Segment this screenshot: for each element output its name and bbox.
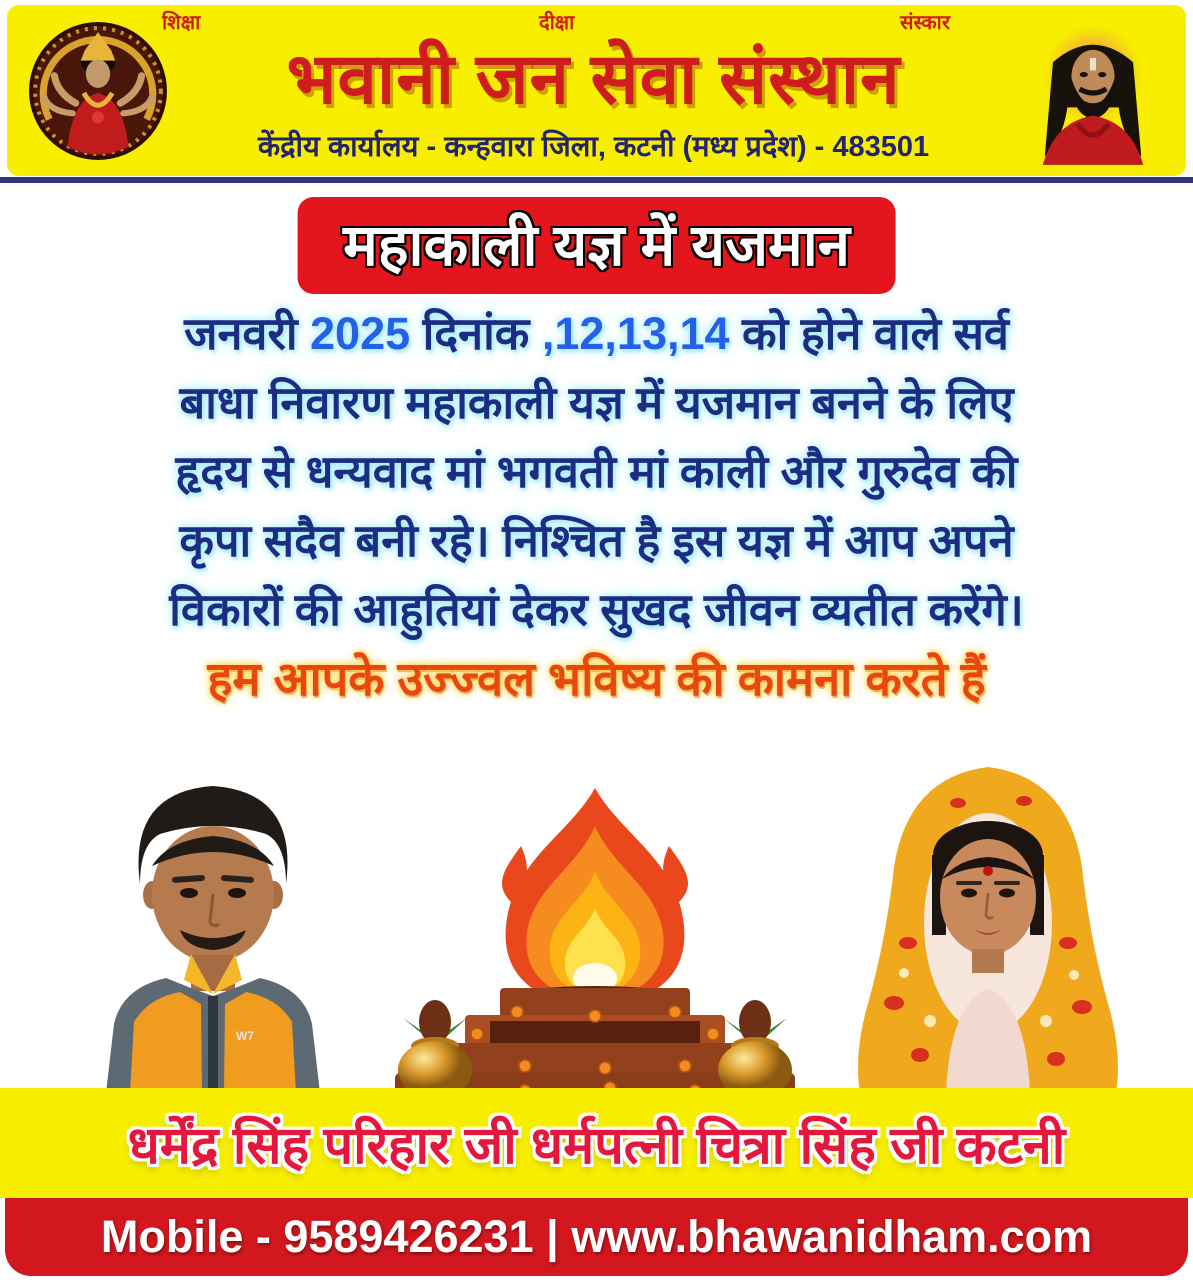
separator: | bbox=[533, 1211, 572, 1262]
line1-post: को होने वाले सर्व bbox=[729, 308, 1009, 359]
header-label-sanskar: संस्कार bbox=[900, 12, 951, 34]
header-label-diksha: दीक्षा bbox=[539, 12, 575, 34]
message-line-4: कृपा सदैव बनी रहे। निश्चित है इस यज्ञ में आप अपने bbox=[179, 515, 1014, 566]
mobile-label: Mobile - bbox=[100, 1211, 284, 1262]
goddess-durga-photo bbox=[27, 20, 169, 162]
line1-dates: ,12,13,14 bbox=[541, 308, 730, 359]
jacket-logo: W7 bbox=[236, 1029, 254, 1043]
header-banner bbox=[7, 5, 1186, 176]
message-line-6: हम आपके उज्ज्वल भविष्य की कामना करते हैं bbox=[207, 652, 986, 705]
website-url: www.bhawanidham.com bbox=[571, 1211, 1093, 1262]
names-band bbox=[0, 1088, 1193, 1198]
message-line-3: हृदय से धन्यवाद मां भगवती मां काली और गुरुदेव की bbox=[175, 446, 1018, 497]
header-divider bbox=[0, 177, 1193, 183]
event-title-badge bbox=[297, 197, 896, 294]
message-line-2: बाधा निवारण महाकाली यज्ञ में यजमान बनने के लिए bbox=[179, 377, 1014, 428]
org-address: केंद्रीय कार्यालय - कन्हवारा जिला, कटनी (मध्य प्रदेश) - 483501 bbox=[257, 131, 930, 163]
event-title: महाकाली यज्ञ में यजमान bbox=[343, 213, 850, 278]
org-title: भवानी जन सेवा संस्थान bbox=[286, 40, 901, 119]
guru-photo bbox=[1016, 21, 1170, 165]
havan-kund-fire-icon bbox=[375, 788, 815, 1100]
line1-pre: जनवरी bbox=[184, 308, 311, 359]
message-line-5: विकारों की आहुतियां देकर सुखद जीवन व्यतीत करेंगे। bbox=[169, 584, 1024, 635]
phone-number: 9589426231 bbox=[283, 1211, 534, 1262]
line1-mid: दिनांक bbox=[410, 308, 542, 359]
yajman-male-photo bbox=[88, 780, 338, 1093]
contact-band bbox=[5, 1198, 1188, 1276]
line1-year: 2025 bbox=[310, 308, 411, 359]
names-text: धर्मेंद्र सिंह परिहार जी धर्मपत्नी चित्रा सिंह जी कटनी bbox=[127, 1116, 1066, 1175]
yajman-female-photo bbox=[838, 763, 1138, 1093]
message-block bbox=[22, 299, 1171, 713]
message-line-1 bbox=[22, 299, 1171, 368]
header-label-shiksha: शिक्षा bbox=[162, 12, 201, 34]
